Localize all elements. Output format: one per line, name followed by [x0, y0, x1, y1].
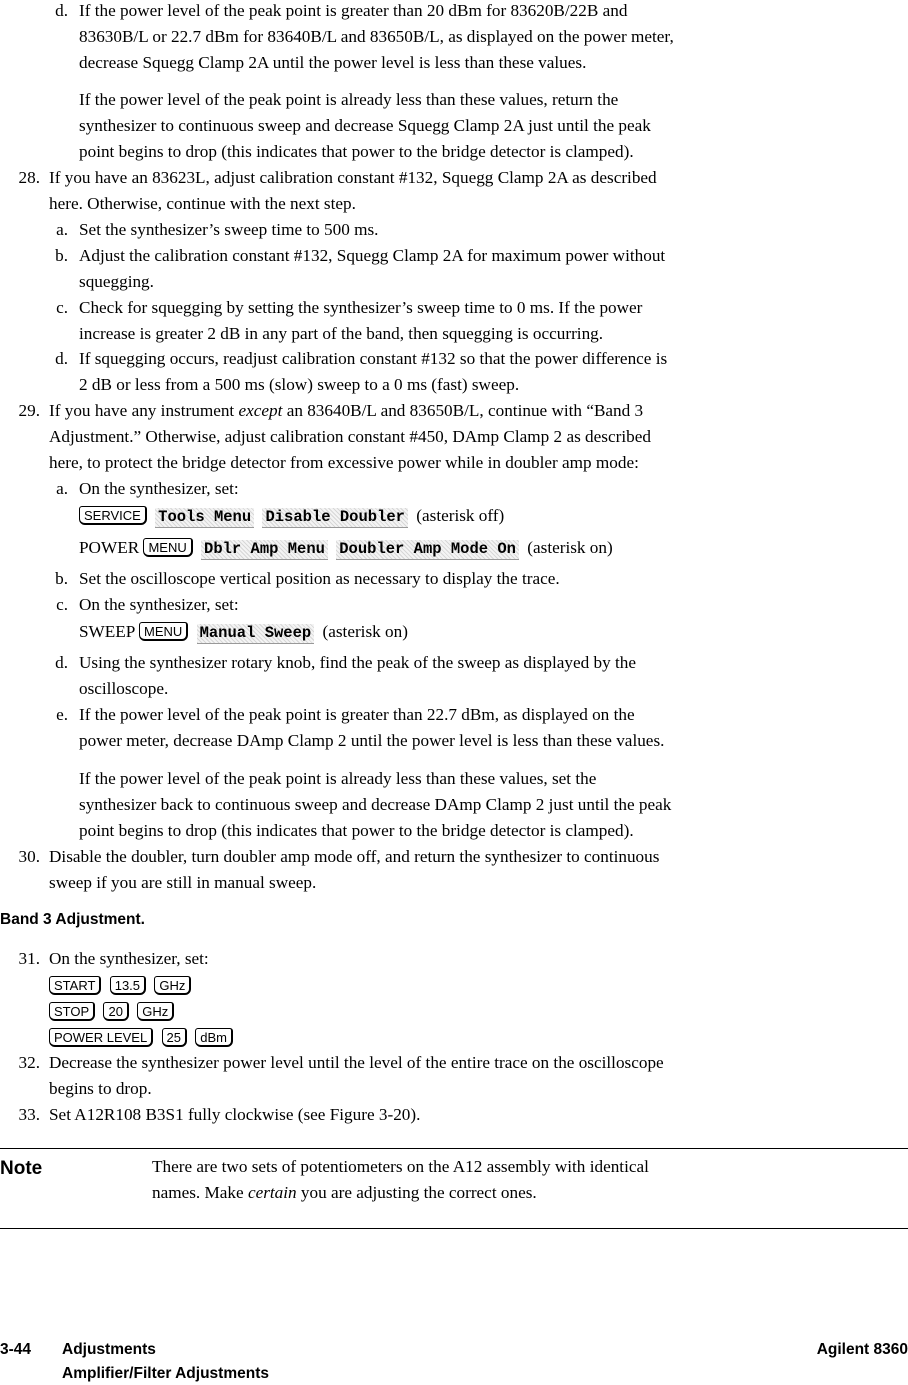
numeric-key[interactable]: 13.5 — [110, 976, 146, 995]
step-number: 33. — [18, 1105, 40, 1124]
substep-marker: d. — [55, 1, 68, 20]
key-sequence — [79, 537, 613, 560]
substep-marker: e. — [56, 705, 68, 724]
step-text: synthesizer to continuous sweep and decrease Squegg Clamp 2A just until the peak — [79, 116, 651, 135]
service-key[interactable]: SERVICE — [79, 506, 147, 525]
step-text: Disable the doubler, turn doubler amp mode off, and return the synthesizer to continuous — [49, 847, 660, 866]
step-number: 29. — [18, 401, 40, 420]
step-text: Adjustment.” Otherwise, adjust calibration constant #450, DAmp Clamp 2 as described — [49, 427, 651, 446]
step-text: If the power level of the peak point is already less than these values, return the — [79, 90, 619, 109]
step-text: On the synthesizer, set: — [79, 595, 239, 614]
substep-marker: a. — [56, 220, 68, 239]
section-heading: Band 3 Adjustment. — [0, 911, 145, 928]
asterisk-note: (asterisk off) — [416, 506, 505, 525]
text-run: an 83640B/L and 83650B/L, continue with “Band 3 — [282, 401, 644, 420]
substep-marker: b. — [55, 246, 68, 265]
key-sequence — [79, 621, 408, 644]
step-text: On the synthesizer, set: — [79, 479, 239, 498]
step-text: increase is greater 2 dB in any part of the band, then squegging is occurring. — [79, 324, 604, 343]
substep-marker: a. — [56, 479, 68, 498]
numeric-key[interactable]: 20 — [103, 1002, 128, 1021]
step-text: point begins to drop (this indicates that power to the bridge detector is clamped). — [79, 821, 634, 840]
asterisk-note: (asterisk on) — [322, 622, 408, 641]
step-text: squegging. — [79, 272, 154, 291]
key-sequence — [49, 975, 195, 997]
text-run: If you have any instrument — [49, 401, 239, 420]
substep-marker: d. — [55, 349, 68, 368]
step-text: Set A12R108 B3S1 fully clockwise (see Figure 3-20). — [49, 1105, 421, 1124]
step-text: Set the oscilloscope vertical position as necessary to display the trace. — [79, 569, 560, 588]
ghz-key[interactable]: GHz — [154, 976, 191, 995]
key-sequence — [49, 1027, 237, 1049]
note-top-rule — [0, 1148, 908, 1149]
step-number: 28. — [18, 168, 40, 187]
step-text: If you have an 83623L, adjust calibration constant #132, Squegg Clamp 2A as described — [49, 168, 657, 187]
text-run: you are adjusting the correct ones. — [296, 1183, 537, 1202]
step-text: here, to protect the bridge detector from excessive power while in doubler amp mode: — [49, 453, 639, 472]
step-text — [49, 400, 643, 422]
note-bottom-rule — [0, 1228, 908, 1229]
footer-subsection: Amplifier/Filter Adjustments — [62, 1365, 269, 1382]
substep-marker: d. — [55, 653, 68, 672]
step-text: If the power level of the peak point is greater than 20 dBm for 83620B/22B and — [79, 1, 628, 20]
step-text: If the power level of the peak point is already less than these values, set the — [79, 769, 597, 788]
emphasis-text: certain — [247, 1183, 297, 1202]
ghz-key[interactable]: GHz — [137, 1002, 174, 1021]
step-text: sweep if you are still in manual sweep. — [49, 873, 317, 892]
step-text: 83630B/L or 22.7 dBm for 83640B/L and 83650B/L, as displayed on the power meter, — [79, 27, 674, 46]
softkey-doubler-amp-mode-on[interactable]: Doubler Amp Mode On — [336, 540, 519, 560]
menu-key[interactable]: MENU — [139, 622, 188, 641]
text-run: names. Make — [152, 1183, 248, 1202]
step-number: 30. — [18, 847, 40, 866]
substep-marker: c. — [56, 298, 68, 317]
substep-marker: b. — [55, 569, 68, 588]
footer-product: Agilent 8360 — [816, 1341, 908, 1358]
step-text: 2 dB or less from a 500 ms (slow) sweep to a 0 ms (fast) sweep. — [79, 375, 520, 394]
step-text: If squegging occurs, readjust calibration constant #132 so that the power difference is — [79, 349, 668, 368]
step-text: decrease Squegg Clamp 2A until the power level is less than these values. — [79, 53, 587, 72]
numeric-key[interactable]: 25 — [162, 1028, 187, 1047]
softkey-disable-doubler[interactable]: Disable Doubler — [262, 508, 408, 528]
key-sequence — [79, 505, 504, 528]
substep-marker: c. — [56, 595, 68, 614]
note-text: There are two sets of potentiometers on the A12 assembly with identical — [152, 1157, 649, 1176]
step-text: Set the synthesizer’s sweep time to 500 ms. — [79, 220, 379, 239]
footer-section: Adjustments — [62, 1341, 156, 1358]
menu-key[interactable]: MENU — [143, 538, 192, 557]
step-text: synthesizer back to continuous sweep and decrease DAmp Clamp 2 just until the peak — [79, 795, 672, 814]
softkey-dblr-amp-menu[interactable]: Dblr Amp Menu — [201, 540, 328, 560]
step-number: 31. — [18, 949, 40, 968]
step-text: Check for squegging by setting the synthesizer’s sweep time to 0 ms. If the power — [79, 298, 643, 317]
step-text: oscilloscope. — [79, 679, 169, 698]
function-label: POWER — [79, 538, 140, 557]
start-key[interactable]: START — [49, 976, 101, 995]
step-text: Adjust the calibration constant #132, Squegg Clamp 2A for maximum power without — [79, 246, 666, 265]
step-text: point begins to drop (this indicates that power to the bridge detector is clamped). — [79, 142, 634, 161]
key-sequence — [49, 1001, 178, 1023]
function-label: SWEEP — [79, 622, 135, 641]
step-number: 32. — [18, 1053, 40, 1072]
softkey-tools-menu[interactable]: Tools Menu — [155, 508, 254, 528]
note-text — [152, 1182, 537, 1204]
page-number: 3-44 — [0, 1341, 32, 1358]
power-level-key[interactable]: POWER LEVEL — [49, 1028, 153, 1047]
step-text: begins to drop. — [49, 1079, 152, 1098]
note-label: Note — [0, 1158, 43, 1179]
dbm-key[interactable]: dBm — [195, 1028, 233, 1047]
step-text: On the synthesizer, set: — [49, 949, 209, 968]
step-text: If the power level of the peak point is greater than 22.7 dBm, as displayed on the — [79, 705, 635, 724]
stop-key[interactable]: STOP — [49, 1002, 95, 1021]
step-text: power meter, decrease DAmp Clamp 2 until the power level is less than these values. — [79, 731, 665, 750]
asterisk-note: (asterisk on) — [527, 538, 613, 557]
softkey-manual-sweep[interactable]: Manual Sweep — [197, 624, 315, 644]
emphasis-text: except — [238, 401, 283, 420]
step-text: Using the synthesizer rotary knob, find the peak of the sweep as displayed by the — [79, 653, 637, 672]
step-text: here. Otherwise, continue with the next step. — [49, 194, 356, 213]
step-text: Decrease the synthesizer power level until the level of the entire trace on the oscilloscope — [49, 1053, 664, 1072]
